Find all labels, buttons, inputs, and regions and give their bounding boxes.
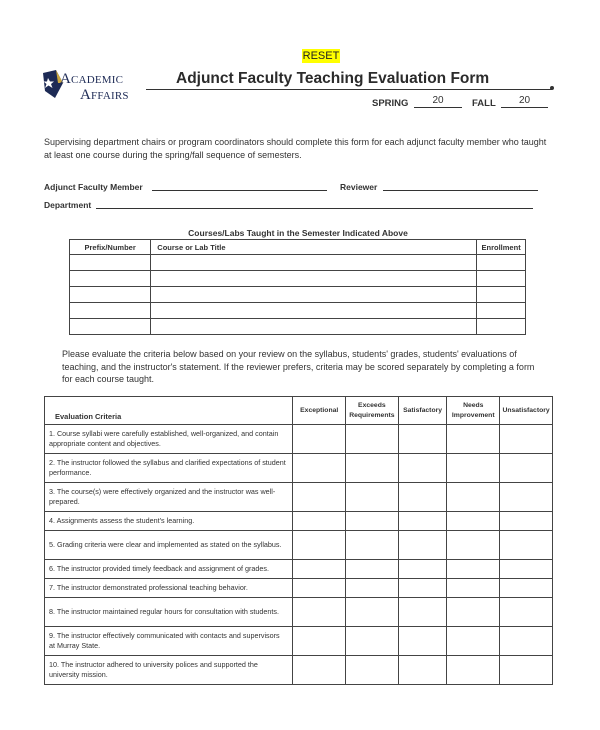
rating-header-exceptional: Exceptional (293, 397, 346, 425)
table-row (45, 598, 553, 627)
form-title: Adjunct Faculty Teaching Evaluation Form (176, 70, 490, 87)
rating-cell[interactable] (398, 454, 447, 483)
criterion-text: 4. Assignments assess the student's learning. (45, 512, 293, 531)
adjunct-faculty-label: Adjunct Faculty Member (44, 182, 143, 192)
prefix-cell[interactable] (70, 271, 151, 287)
rating-cell[interactable] (345, 483, 398, 512)
evaluation-criteria-header: Evaluation Criteria (45, 397, 293, 425)
rating-cell[interactable] (345, 579, 398, 598)
prefix-cell[interactable] (70, 319, 151, 335)
table-row (45, 425, 553, 454)
reviewer-field[interactable] (383, 190, 538, 191)
rating-cell[interactable] (345, 512, 398, 531)
table-row (45, 483, 553, 512)
prefix-cell[interactable] (70, 287, 151, 303)
enrollment-cell[interactable] (477, 303, 526, 319)
rating-cell[interactable] (500, 560, 553, 579)
evaluation-header-row (45, 397, 553, 425)
table-row (45, 656, 553, 685)
criterion-text: 8. The instructor maintained regular hours for consultation with students. (45, 598, 293, 627)
criterion-text: 10. The instructor adhered to university polices and supported the university mission. (45, 656, 293, 685)
table-row (45, 560, 553, 579)
rating-cell[interactable] (447, 483, 500, 512)
enrollment-cell[interactable] (477, 287, 526, 303)
enrollment-cell[interactable] (477, 255, 526, 271)
table-row (70, 303, 526, 319)
rating-cell[interactable] (293, 454, 346, 483)
criterion-text: 9. The instructor effectively communicated with contacts and supervisors at Murray State. (45, 627, 293, 656)
department-label: Department (44, 200, 92, 210)
rating-cell[interactable] (447, 454, 500, 483)
logo-text-line-2: Affairs (80, 87, 129, 103)
rating-cell[interactable] (447, 512, 500, 531)
logo-text-line-1: Academic (60, 71, 124, 87)
criterion-text: 2. The instructor followed the syllabus and clarified expectations of student performance. (45, 454, 293, 483)
rating-header-needs-improvement: Needs Improvement (447, 397, 500, 425)
enrollment-cell[interactable] (477, 319, 526, 335)
rating-cell[interactable] (447, 579, 500, 598)
rating-cell[interactable] (398, 627, 447, 656)
evaluation-table (44, 396, 553, 685)
rating-cell[interactable] (293, 512, 346, 531)
rating-cell[interactable] (500, 656, 553, 685)
rating-cell[interactable] (398, 483, 447, 512)
reviewer-label: Reviewer (340, 182, 378, 192)
courses-header-row (70, 240, 526, 255)
criterion-text: 1. Course syllabi were carefully established, well-organized, and contain appropriate content and objectives. (45, 425, 293, 454)
column-header: Course or Lab Title (151, 240, 477, 255)
table-row (45, 531, 553, 560)
rating-cell[interactable] (500, 579, 553, 598)
rating-cell[interactable] (293, 656, 346, 685)
title-cell[interactable] (151, 271, 477, 287)
rating-cell[interactable] (293, 425, 346, 454)
criterion-text: 5. Grading criteria were clear and implemented as stated on the syllabus. (45, 531, 293, 560)
rating-cell[interactable] (447, 560, 500, 579)
rating-header-satisfactory: Satisfactory (398, 397, 447, 425)
table-row (70, 319, 526, 335)
rating-cell[interactable] (345, 560, 398, 579)
column-header: Prefix/Number (70, 240, 151, 255)
prefix-cell[interactable] (70, 303, 151, 319)
department-field[interactable] (96, 208, 533, 209)
rating-cell[interactable] (398, 425, 447, 454)
rating-cell[interactable] (500, 483, 553, 512)
rating-cell[interactable] (500, 531, 553, 560)
fall-year-field[interactable]: 20 (501, 95, 548, 108)
rating-cell[interactable] (398, 598, 447, 627)
table-row (45, 454, 553, 483)
title-rule (146, 89, 552, 90)
title-cell[interactable] (151, 319, 477, 335)
spring-year-field[interactable]: 20 (414, 95, 462, 108)
rating-header-unsatisfactory: Unsatisfactory (500, 397, 553, 425)
intro-paragraph: Supervising department chairs or program coordinators should complete this form for each adjunct faculty member who taught at least one course during the spring/fall sequence of semesters. (44, 137, 547, 160)
rating-cell[interactable] (345, 531, 398, 560)
rating-cell[interactable] (500, 454, 553, 483)
rating-cell[interactable] (398, 656, 447, 685)
criterion-text: 7. The instructor demonstrated professional teaching behavior. (45, 579, 293, 598)
fall-label: FALL (472, 98, 496, 109)
table-row (70, 271, 526, 287)
courses-table (69, 239, 526, 335)
rating-cell[interactable] (500, 425, 553, 454)
rating-cell[interactable] (398, 531, 447, 560)
table-row (45, 512, 553, 531)
table-row (70, 287, 526, 303)
title-cell[interactable] (151, 255, 477, 271)
rating-cell[interactable] (293, 560, 346, 579)
table-row (45, 627, 553, 656)
rating-cell[interactable] (293, 483, 346, 512)
rating-header-exceeds: Exceeds Requirements (345, 397, 398, 425)
rating-cell[interactable] (293, 598, 346, 627)
rating-cell[interactable] (500, 598, 553, 627)
rating-cell[interactable] (345, 454, 398, 483)
rating-cell[interactable] (345, 656, 398, 685)
rating-cell[interactable] (500, 627, 553, 656)
criterion-text: 3. The course(s) were effectively organized and the instructor was well-prepared. (45, 483, 293, 512)
evaluation-instructions: Please evaluate the criteria below based on your review on the syllabus, students' grades, students' evaluations of teaching, and the instructor's statement. If the reviewer prefers, criteria may be scored separately by completing a form for each course taught. (62, 349, 535, 384)
rating-cell[interactable] (398, 579, 447, 598)
prefix-cell[interactable] (70, 255, 151, 271)
spring-label: SPRING (372, 98, 409, 109)
enrollment-cell[interactable] (477, 271, 526, 287)
rating-cell[interactable] (398, 512, 447, 531)
rating-cell[interactable] (293, 627, 346, 656)
rating-cell[interactable] (500, 512, 553, 531)
rating-cell[interactable] (345, 425, 398, 454)
table-row (45, 579, 553, 598)
rating-cell[interactable] (293, 579, 346, 598)
rating-cell[interactable] (447, 425, 500, 454)
reset-button[interactable]: RESET (302, 50, 340, 62)
courses-heading: Courses/Labs Taught in the Semester Indicated Above (188, 228, 408, 238)
criterion-text: 6. The instructor provided timely feedback and assignment of grades. (45, 560, 293, 579)
rating-cell[interactable] (447, 598, 500, 627)
rating-cell[interactable] (447, 627, 500, 656)
title-cell[interactable] (151, 287, 477, 303)
rating-cell[interactable] (398, 560, 447, 579)
title-cell[interactable] (151, 303, 477, 319)
rating-cell[interactable] (447, 531, 500, 560)
column-header: Enrollment (477, 240, 526, 255)
rating-cell[interactable] (293, 531, 346, 560)
adjunct-faculty-field[interactable] (152, 190, 327, 191)
table-row (70, 255, 526, 271)
academic-affairs-logo (42, 68, 147, 108)
rating-cell[interactable] (447, 656, 500, 685)
rating-cell[interactable] (345, 627, 398, 656)
title-rule-end-dot (550, 86, 554, 90)
rating-cell[interactable] (345, 598, 398, 627)
